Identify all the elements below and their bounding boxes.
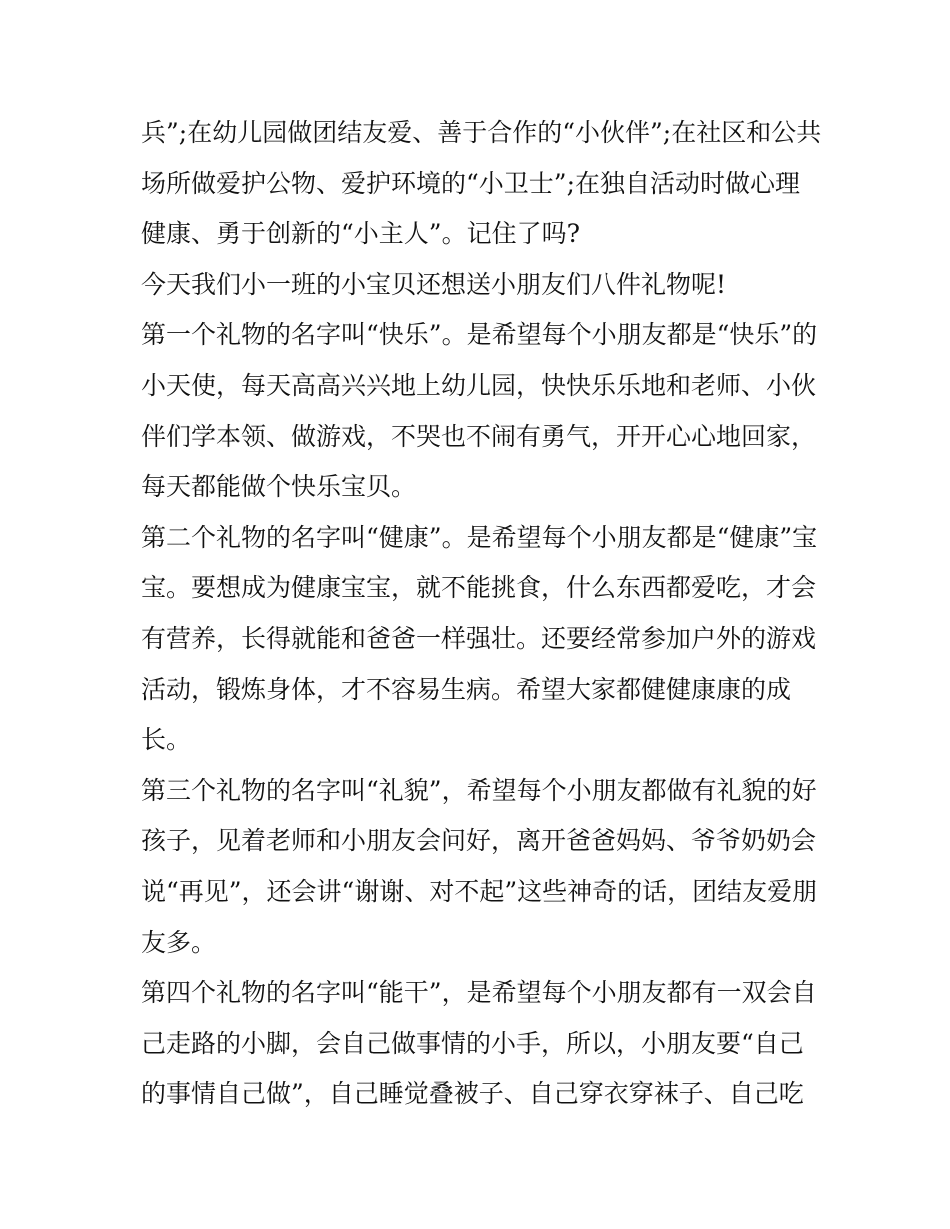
text-line: 小天使，每天高高兴兴地上幼儿园，快快乐乐地和老师、小伙 (141, 370, 817, 400)
text-line: 场所做爱护公物、爱护环境的“小卫士”;在独自活动时做心理 (141, 168, 800, 198)
text-line: 孩子，见着老师和小朋友会问好，离开爸爸妈妈、爷爷奶奶会 (141, 826, 817, 856)
text-line: 每天都能做个快乐宝贝。 (141, 472, 417, 502)
text-line: 伴们学本领、做游戏，不哭也不闹有勇气，开开心心地回家， (141, 421, 817, 451)
document-body (141, 108, 821, 1120)
text-line: 说“再见”，还会讲“谢谢、对不起”这些神奇的话，团结友爱朋 (141, 876, 818, 906)
text-line: 第一个礼物的名字叫“快乐”。是希望每个小朋友都是“快乐”的 (141, 320, 818, 350)
text-line: 长。 (141, 725, 192, 755)
text-line: 兵”;在幼儿园做团结友爱、善于合作的“小伙伴”;在社区和公共 (141, 118, 822, 147)
text-line: 己走路的小脚，会自己做事情的小手，所以，小朋友要“自己 (141, 1028, 804, 1058)
text-line: 健康、勇于创新的“小主人”。记住了吗? (141, 219, 580, 249)
text-line: 友多。 (141, 927, 217, 957)
text-line: 第四个礼物的名字叫“能干”，是希望每个小朋友都有一双会自 (141, 978, 817, 1008)
text-line: 今天我们小一班的小宝贝还想送小朋友们八件礼物呢! (141, 269, 727, 299)
text-line: 的事情自己做”，自己睡觉叠被子、自己穿衣穿袜子、自己吃 (141, 1079, 804, 1109)
text-line: 第二个礼物的名字叫“健康”。是希望每个小朋友都是“健康”宝 (141, 522, 818, 552)
text-line: 活动，锻炼身体，才不容易生病。希望大家都健健康康的成 (141, 674, 792, 704)
text-line: 宝。要想成为健康宝宝，就不能挑食，什么东西都爱吃，才会 (141, 573, 817, 603)
text-line: 有营养，长得就能和爸爸一样强壮。还要经常参加户外的游戏 (141, 623, 817, 653)
text-line: 第三个礼物的名字叫“礼貌”，希望每个小朋友都做有礼貌的好 (141, 775, 817, 805)
